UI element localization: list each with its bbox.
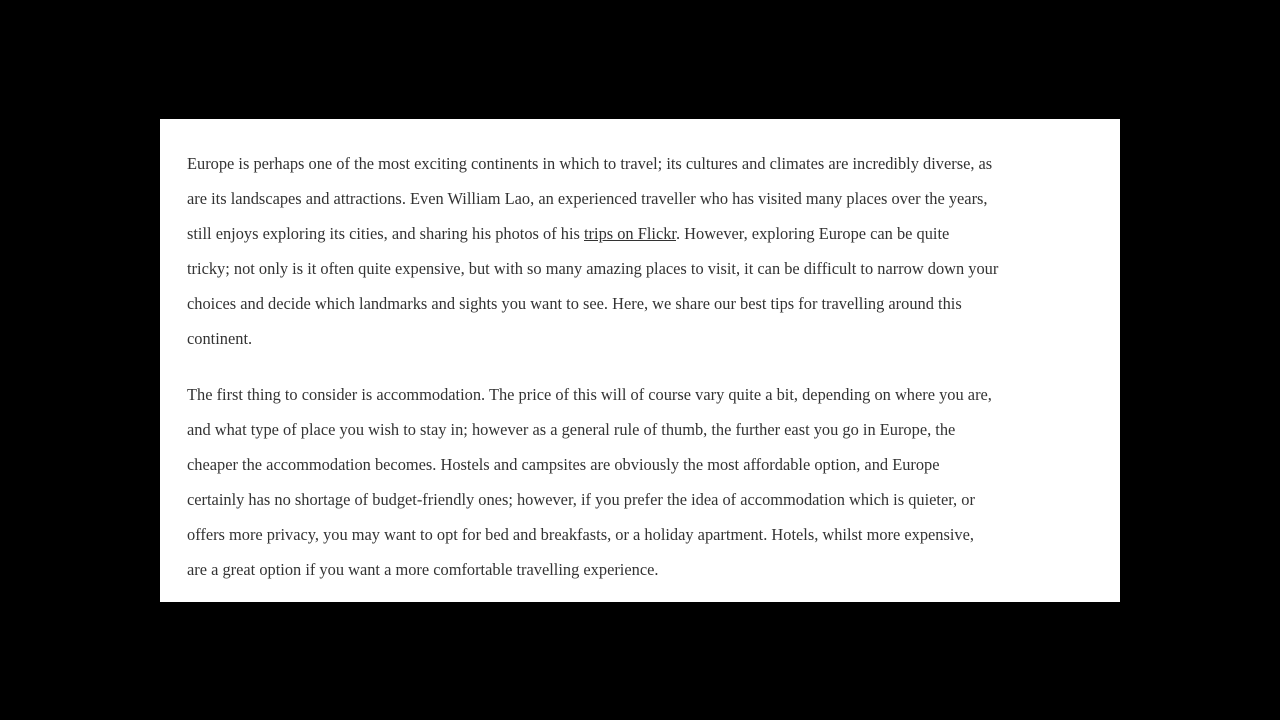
paragraph-intro-text-end: . However, exploring Europe can be quite tricky; not only is it often quite expensive, but with so many amazing places to visit, it can be difficult to narrow down your choices and decide which landmarks and sights you want to see. Here, we share our best tips for travelling around this continent. [187, 224, 999, 348]
flickr-trips-link[interactable]: trips on Flickr [584, 224, 676, 243]
article-page [160, 119, 1120, 602]
paragraph-intro-text-start: Europe is perhaps one of the most exciting continents in which to travel; its cultures and climates are incredibly diverse, as are its landscapes and attractions. Even William Lao, an experienced traveller who has visited many places over the years, still enjoys exploring its cities, and sharing his photos of his [187, 154, 993, 243]
paragraph-accommodation: The first thing to consider is accommodation. The price of this will of course vary quite a bit, depending on where you are, and what type of place you wish to stay in; however as a general rule of thumb, the further east you go in Europe, the cheaper the accommodation becomes. Hostels and campsites are obviously the most affordable option, and Europe certainly has no shortage of budget-friendly ones; however, if you prefer the idea of accommodation which is quieter, or offers more privacy, you may want to opt for bed and breakfasts, or a holiday apartment. Hotels, whilst more expensive, are a great option if you want a more comfortable travelling experience. [187, 385, 992, 579]
paragraph-intro [187, 146, 1100, 356]
